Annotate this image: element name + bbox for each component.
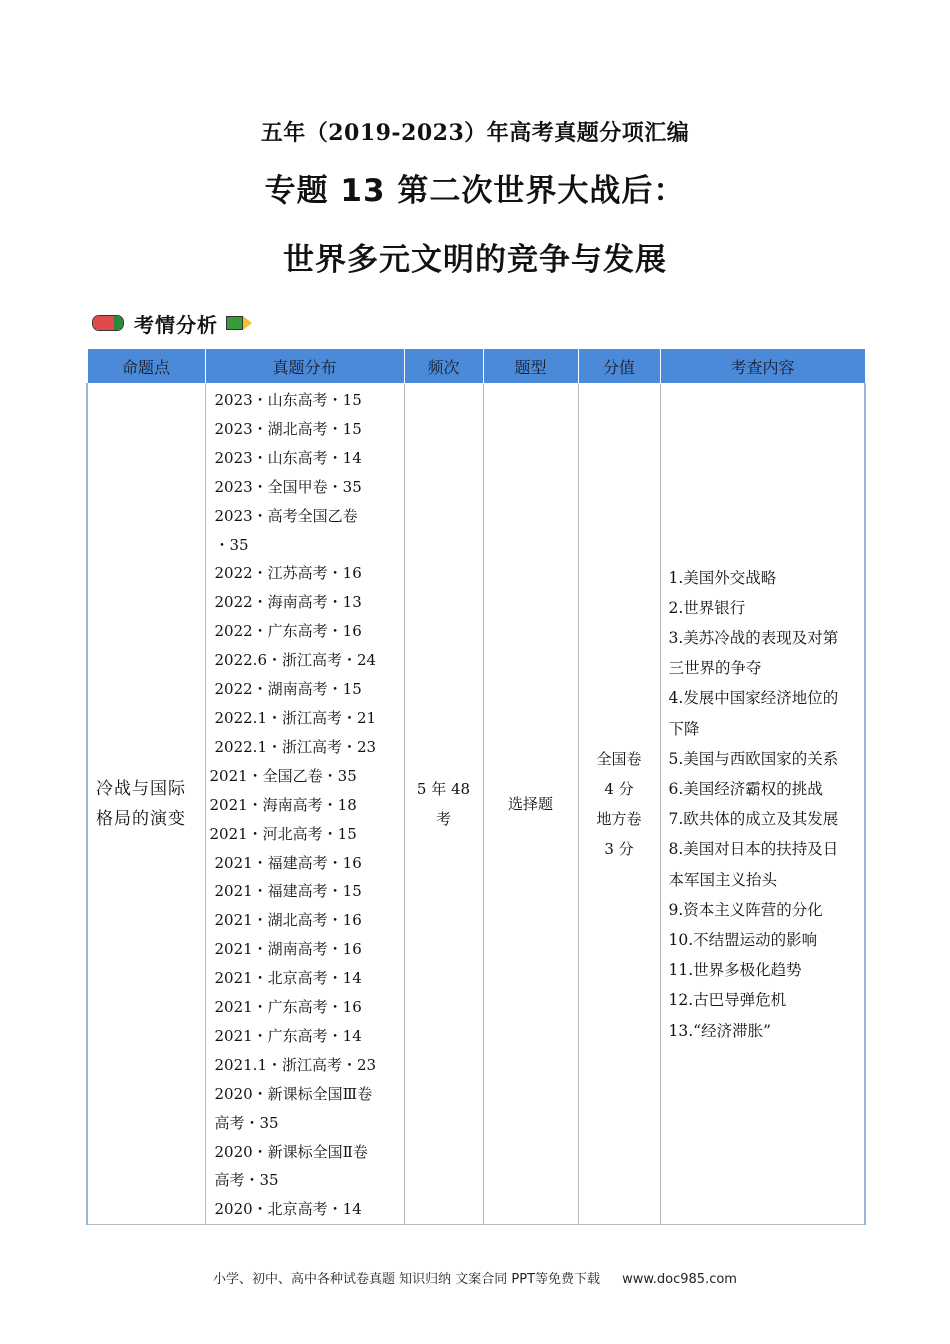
distribution-item: 2023・山东高考・14	[214, 448, 362, 467]
content-item: 2.世界银行	[668, 598, 746, 617]
distribution-item: 2022.1・浙江高考・21	[214, 708, 377, 727]
pill-icon	[92, 315, 124, 331]
table-header-row	[87, 349, 865, 384]
content-item: 7.欧共体的成立及其发展	[668, 810, 839, 829]
score-cell	[578, 384, 660, 1225]
distribution-item: 2023・高考全国乙卷	[214, 506, 358, 525]
distribution-item: 高考・35	[214, 1171, 279, 1190]
document-supertitle: 五年（2019-2023）年高考真题分项汇编	[260, 120, 690, 146]
distribution-item: 2021・海南高考・18	[209, 795, 357, 814]
distribution-item: 2022.1・浙江高考・23	[214, 737, 377, 756]
distribution-item: 2023・山东高考・15	[214, 391, 362, 409]
frequency-cell	[404, 384, 483, 1225]
document-title-line2: 世界多元文明的竞争与发展	[283, 242, 667, 278]
content-item: 本军国主义抬头	[668, 870, 778, 889]
topic-text: 冷战与国际格局的演变	[96, 779, 186, 830]
distribution-item: 2021・福建高考・16	[214, 853, 362, 872]
topic-cell	[87, 384, 205, 1225]
content-item: 6.美国经济霸权的挑战	[668, 779, 823, 798]
column-header: 真题分布	[205, 349, 404, 384]
distribution-item: 2023・湖北高考・15	[214, 419, 362, 438]
distribution-item: 2021・广东高考・14	[214, 1026, 362, 1045]
frequency-line: 5 年 48	[416, 780, 471, 799]
distribution-item: 2023・全国甲卷・35	[214, 477, 362, 496]
distribution-item: 2022・海南高考・13	[214, 593, 362, 612]
distribution-item: 2020・北京高考・14	[214, 1200, 362, 1219]
content-item: 5.美国与西欧国家的关系	[668, 749, 839, 768]
distribution-item: 2021・广东高考・16	[214, 998, 362, 1017]
content-item: 下降	[668, 719, 700, 738]
column-header: 考查内容	[660, 349, 865, 384]
pencil-icon	[226, 316, 252, 330]
distribution-item: 2021・湖北高考・16	[214, 911, 362, 930]
distribution-item: 2022・江苏高考・16	[214, 564, 362, 583]
contents-cell	[660, 384, 865, 1225]
distribution-item: 2022・广东高考・16	[214, 622, 362, 641]
table-row	[87, 384, 865, 1225]
score-line: 全国卷	[596, 750, 642, 769]
content-item: 11.世界多极化趋势	[668, 961, 802, 980]
type-cell	[483, 384, 578, 1225]
distribution-item: 高考・35	[214, 1113, 279, 1132]
question-type: 选择题	[507, 795, 553, 814]
content-item: 8.美国对日本的扶持及日	[668, 840, 839, 859]
distribution-item: 2020・新课标全国Ⅱ卷	[214, 1142, 368, 1161]
distribution-item: 2021・福建高考・15	[214, 882, 362, 901]
exam-analysis-table	[86, 348, 866, 1225]
column-header: 分值	[578, 349, 660, 384]
score-line: 4 分	[604, 780, 634, 799]
content-item: 三世界的争夺	[668, 659, 762, 678]
column-header: 题型	[483, 349, 578, 384]
footer-url-link[interactable]: www.doc985.com	[622, 1272, 737, 1287]
column-header: 命题点	[87, 349, 205, 384]
content-item: 1.美国外交战略	[668, 568, 777, 587]
footer-text: 小学、初中、高中各种试卷真题 知识归纳 文案合同 PPT等免费下载	[213, 1272, 601, 1287]
section-label: 考情分析	[134, 312, 218, 337]
distribution-cell	[205, 384, 404, 1225]
distribution-item: 2020・新课标全国Ⅲ卷	[214, 1084, 373, 1103]
content-item: 4.发展中国家经济地位的	[668, 689, 839, 708]
page-footer	[0, 1268, 950, 1287]
content-item: 9.资本主义阵营的分化	[668, 900, 823, 919]
section-heading	[92, 310, 252, 336]
distribution-item: 2021・北京高考・14	[214, 969, 362, 988]
column-header: 频次	[404, 349, 483, 384]
content-item: 10.不结盟运动的影响	[668, 930, 818, 949]
frequency-line: 考	[435, 810, 451, 829]
distribution-item: 2022.6・浙江高考・24	[214, 651, 377, 670]
distribution-item: 2021・河北高考・15	[209, 824, 357, 843]
content-item: 3.美苏冷战的表现及对第	[668, 628, 839, 647]
distribution-item: ・35	[214, 535, 249, 554]
distribution-item: 2021.1・浙江高考・23	[214, 1055, 377, 1074]
document-title-line1: 专题 13 第二次世界大战后：	[264, 173, 686, 209]
distribution-item: 2022・湖南高考・15	[214, 680, 362, 699]
content-item: 13.“经济滞胀”	[668, 1021, 771, 1040]
score-line: 地方卷	[596, 810, 642, 829]
content-item: 12.古巴导弹危机	[668, 991, 787, 1010]
score-line: 3 分	[604, 840, 634, 859]
distribution-item: 2021・全国乙卷・35	[209, 766, 357, 785]
distribution-item: 2021・湖南高考・16	[214, 940, 362, 959]
